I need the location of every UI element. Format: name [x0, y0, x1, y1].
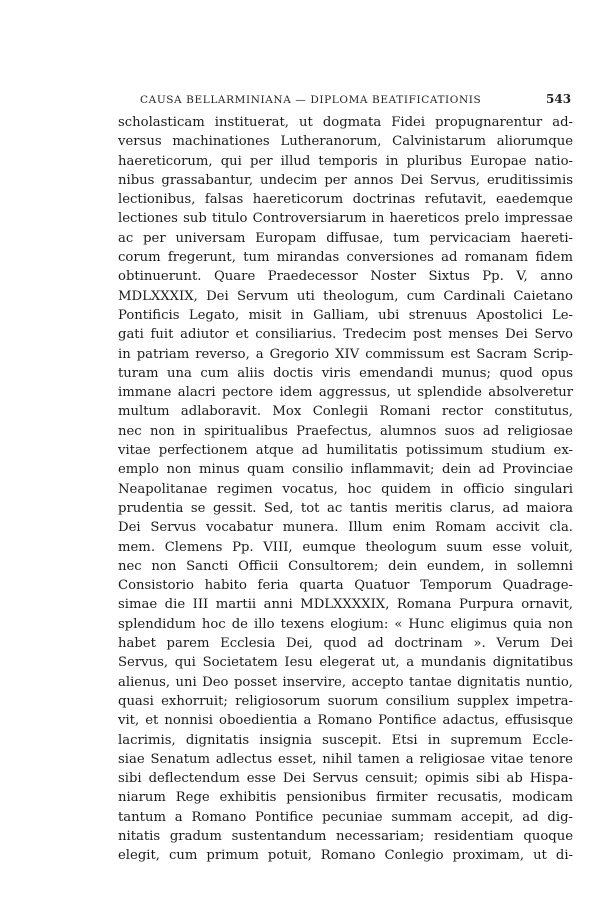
text-line: siae Senatum adlectus esset, nihil tamen a religiosae vitae tenore	[118, 751, 573, 767]
text-line: vitae perfectionem atque ad humilitatis potissimum studium ex-	[118, 443, 573, 459]
text-line: Servus, qui Societatem Iesu elegerat ut, a mundanis dignitatibus	[118, 655, 573, 671]
text-line: in patriam reverso, a Gregorio XIV commissum est Sacram Scrip-	[118, 346, 573, 362]
text-line: simae die III martii anni MDLXXXXIX, Romana Purpura ornavit,	[118, 597, 573, 613]
text-line: quasi exhorruit; religiosorum suorum consilium supplex impetra-	[118, 693, 573, 709]
running-header: CAUSA BELLARMINIANA — DIPLOMA BEATIFICATIONIS	[140, 94, 482, 106]
text-line: niarum Rege exhibitis pensionibus firmiter recusatis, modicam	[118, 790, 573, 806]
text-line: multum adlaboravit. Mox Conlegii Romani rector constitutus,	[118, 404, 573, 420]
text-line: Consistorio habito feria quarta Quatuor Temporum Quadrage-	[118, 578, 573, 594]
text-line: nec non in spiritualibus Praefectus, alumnos suos ad religiosae	[118, 423, 573, 439]
page-number: 543	[546, 92, 572, 106]
text-line: elegit, cum primum potuit, Romano Conlegio proximam, ut di-	[118, 848, 573, 864]
text-line: MDLXXXIX, Dei Servum uti theologum, cum Cardinali Caietano	[118, 288, 573, 304]
text-line: nibus grassabantur, undecim per annos Dei Servus, eruditissimis	[118, 172, 573, 188]
text-line: habet parem Ecclesia Dei, quod ad doctrinam ». Verum Dei	[118, 636, 573, 652]
text-line: splendidum hoc de illo texens elogium: « Hunc eligimus quia non	[118, 616, 573, 632]
text-line: lectionibus, falsas haereticorum doctrinas refutavit, eaedemque	[118, 192, 573, 208]
text-line: immane alacri pectore idem aggressus, ut splendide absolveretur	[118, 385, 573, 401]
text-line: nitatis gradum sustentandum necessariam; residentiam quoque	[118, 828, 573, 844]
text-line: Dei Servus vocabatur munera. Illum enim Romam accivit cla.	[118, 520, 573, 536]
text-line: corum fregerunt, tum mirandas conversiones ad romanam fidem	[118, 250, 573, 266]
text-line: gati fuit adiutor et consiliarius. Tredecim post menses Dei Servo	[118, 327, 573, 343]
text-line: obtinuerunt. Quare Praedecessor Noster Sixtus Pp. V, anno	[118, 269, 573, 285]
text-line: scholasticam instituerat, ut dogmata Fidei propugnarentur ad-	[118, 115, 573, 130]
text-line: prudentia se gessit. Sed, tot ac tantis meritis clarus, ad maiora	[118, 500, 573, 516]
text-line: vit, et nonnisi oboedientia a Romano Pontifice adactus, effusisque	[118, 713, 573, 729]
text-line: sibi deflectendum esse Dei Servus censuit; opimis sibi ab Hispa-	[118, 771, 573, 787]
text-line: tantum a Romano Pontifice pecuniae summam accepit, ad dig-	[118, 809, 573, 825]
text-line: Pontificis Legato, misit in Galliam, ubi strenuus Apostolici Le-	[118, 307, 573, 323]
text-line: ac per universam Europam diffusae, tum pervicaciam haereti-	[118, 230, 573, 246]
text-line: Neapolitanae regimen vocatus, hoc quidem in officio singulari	[118, 481, 573, 497]
text-line: haereticorum, qui per illud temporis in pluribus Europae natio-	[118, 153, 573, 169]
text-line: nec non Sancti Officii Consultorem; dein eundem, in sollemni	[118, 558, 573, 574]
text-line: emplo non minus quam consilio inflammavit; dein ad Provinciae	[118, 462, 573, 478]
body-text	[118, 113, 573, 866]
text-line: versus machinationes Lutheranorum, Calvinistarum aliorumque	[118, 134, 573, 150]
text-line: lacrimis, dignitatis insignia suscepit. Etsi in supremum Eccle-	[118, 732, 573, 748]
text-line: lectiones sub titulo Controversiarum in haereticos prelo impressae	[118, 211, 573, 227]
text-line: mem. Clemens Pp. VIII, eumque theologum suum esse voluit,	[118, 539, 573, 555]
text-line: alienus, uni Deo posset inservire, accepto tantae dignitatis nuntio,	[118, 674, 573, 690]
text-line: turam una cum aliis doctis viris emendandi munus; quod opus	[118, 365, 573, 381]
